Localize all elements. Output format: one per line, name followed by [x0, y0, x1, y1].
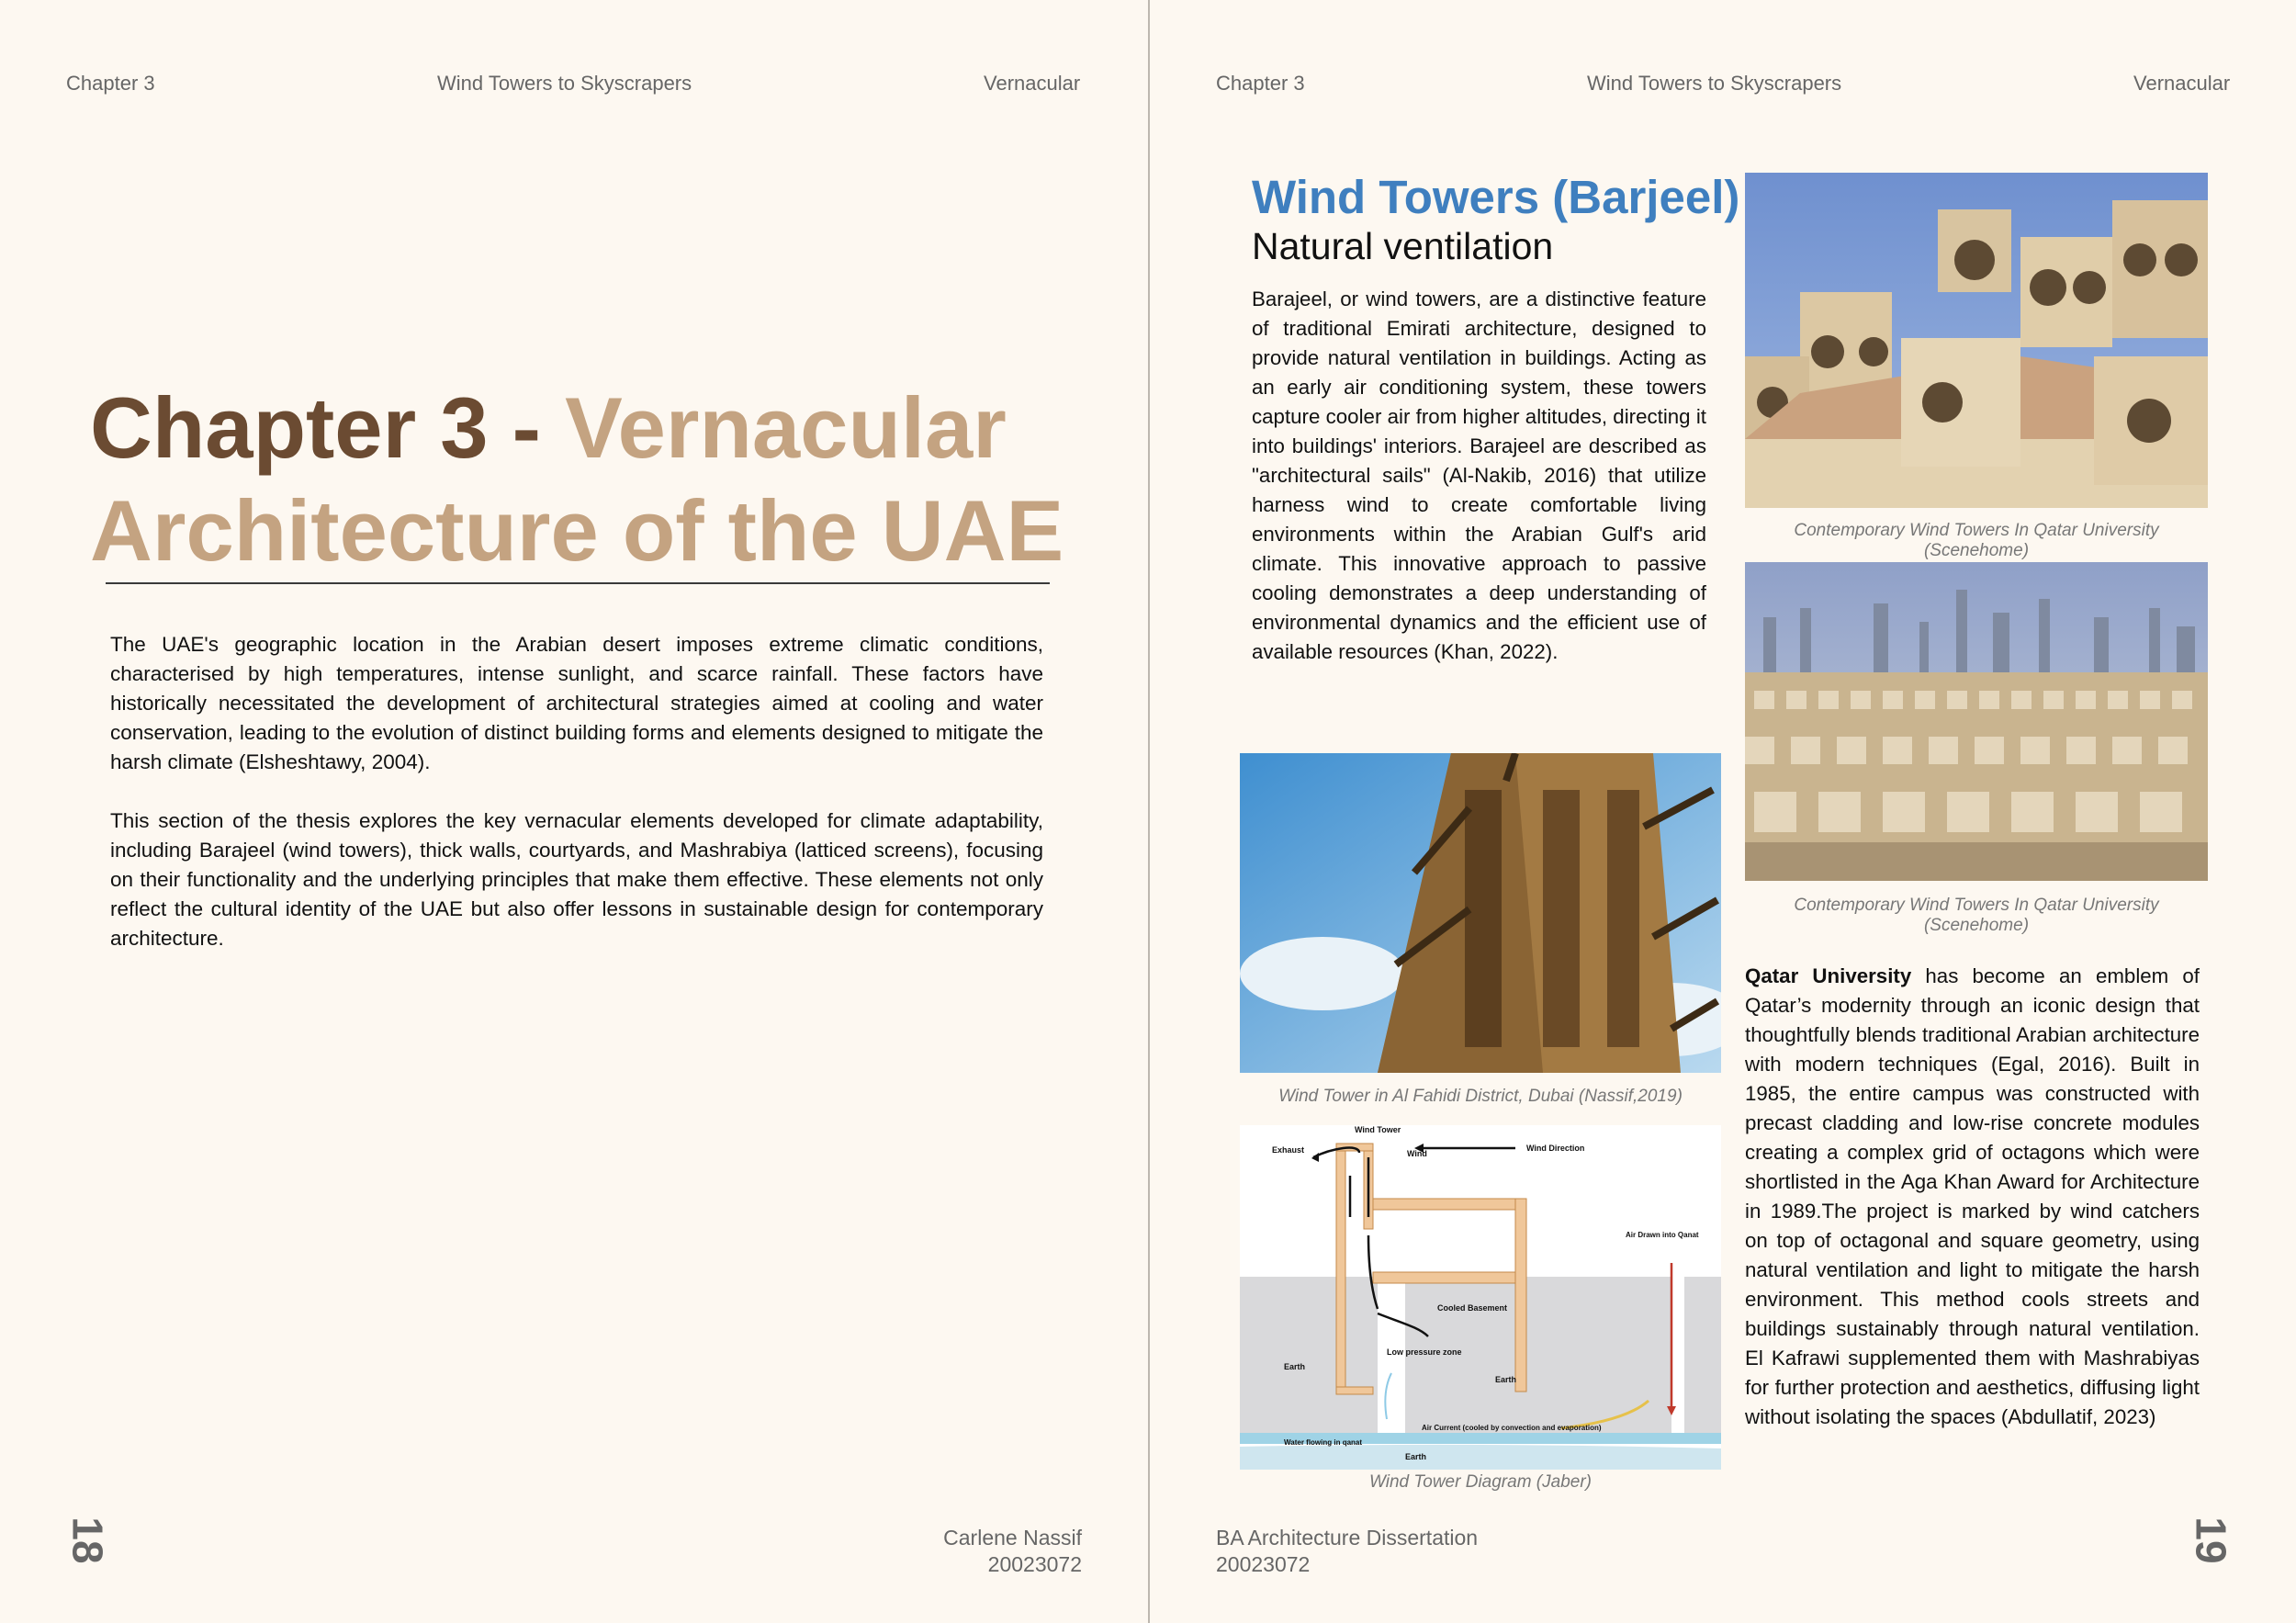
diagram-label-earth-bottom: Earth: [1405, 1452, 1427, 1461]
barajeel-paragraph: Barajeel, or wind towers, are a distinctive feature of traditional Emirati architecture, designed to provide natural ventilation in buildings. Acting as an early air conditioning system, these towers capture cooler air from higher altitudes, directing it into buildings' interiors. Barajeel are described as "architectural sails" (Al-Nakib, 2016) that utilize harness wind to create comfortable living environments within the Arabian Gulf's arid climate. This innovative approach to passive cooling demonstrates a deep understanding of environmental dynamics and the efficient use of available resources (Khan, 2022).: [1252, 287, 1706, 663]
caption-diagram: Wind Tower Diagram (Jaber): [1369, 1472, 1592, 1492]
footer-student-id-left: 20023072: [987, 1552, 1082, 1576]
diagram-label-air-current: Air Current (cooled by convection and evaporation): [1422, 1424, 1602, 1432]
footer-dissertation-title: BA Architecture Dissertation: [1216, 1526, 1479, 1550]
header-chapter-right: Chapter 3: [1216, 72, 1305, 95]
qatar-university-paragraph: [1745, 962, 2200, 1432]
intro-paragraph-2: This section of the thesis explores the key vernacular elements developed for climate adaptability, including Barajeel (wind towers), thick walls, courtyards, and Mashrabiya (latticed screens), focusing on their functionality and the underlying principles that make them effective. These elements not only reflect the cultural identity of the UAE but also offer lessons in sustainable design for contemporary architecture.: [110, 809, 1043, 950]
header-chapter-left: Chapter 3: [66, 72, 155, 95]
section-title: Wind Towers (Barjeel): [1252, 171, 1740, 223]
photo-qatar-towers-closeup: [1745, 173, 2208, 508]
diagram-label-earth-left: Earth: [1284, 1362, 1306, 1371]
footer-right: [1216, 1525, 1478, 1578]
diagram-label-air-drawn: Air Drawn into Qanat: [1626, 1231, 1699, 1239]
page-spine-divider: [1148, 0, 1150, 1623]
intro-paragraph-1: The UAE's geographic location in the Arabian desert imposes extreme climatic conditions, characterised by high temperatures, intense sunlight, and scarce rainfall. These factors have historically necessitated the development of architectural strategies aimed at cooling and water conservation, leading to the evolution of distinct building forms and elements designed to mitigate the harsh climate (Elsheshtawy, 2004).: [110, 633, 1043, 773]
footer-left: [943, 1525, 1082, 1578]
section-subtitle: Natural ventilation: [1252, 225, 1554, 267]
header-section-left: Vernacular: [984, 72, 1081, 95]
qatar-university-bold: Qatar University: [1745, 964, 1912, 987]
caption-photo-3: Wind Tower in Al Fahidi District, Dubai (Nassif,2019): [1278, 1087, 1683, 1106]
chapter-title-light-1: Vernacular: [565, 379, 1007, 476]
wind-tower-diagram-graphic: [1240, 1125, 1721, 1470]
diagram-label-exhaust: Exhaust: [1272, 1145, 1305, 1155]
caption-photo-2: Contemporary Wind Towers In Qatar University (Scenehome): [1794, 896, 2159, 935]
header-section-right: Vernacular: [2133, 72, 2231, 95]
footer-author: Carlene Nassif: [943, 1526, 1082, 1550]
diagram-label-wind-direction: Wind Direction: [1526, 1144, 1585, 1153]
page-number-left: 18: [63, 1516, 112, 1564]
chapter-title: [90, 377, 1064, 582]
diagram-label-cooled-basement: Cooled Basement: [1437, 1303, 1508, 1313]
diagram-label-wind-tower: Wind Tower: [1355, 1125, 1401, 1134]
chapter-title-dark: Chapter 3 -: [90, 379, 566, 476]
wind-tower-diagram: [1240, 1125, 1721, 1470]
caption-photo-1: Contemporary Wind Towers In Qatar University (Scenehome): [1794, 521, 2159, 560]
photo-qatar-campus-skyline: [1745, 562, 2208, 881]
footer-student-id-right: 20023072: [1216, 1552, 1311, 1576]
qatar-university-text: has become an emblem of Qatar’s modernity through an iconic design that thoughtfully blends traditional Arabian architecture with modern techniques (Egal, 2016). Built in 1985, the entire campus was constructed with precast cladding and low-rise concrete modules creating a complex grid of octagons which were shortlisted in the Aga Khan Award for Architecture in 1989.The project is marked by wind catchers on top of octagonal and square geometry, using natural ventilation and light to mitigate the harsh environment. This method cools streets and buildings sustainably through natural ventilation. El Kafrawi supplemented them with Mashrabiyas for further protection and aesthetics, diffusing light without isolating the spaces (Abdullatif, 2023): [1745, 964, 2200, 1428]
diagram-label-wind: Wind: [1407, 1149, 1427, 1158]
diagram-label-water-flowing: Water flowing in qanat: [1284, 1438, 1363, 1447]
diagram-label-earth-mid: Earth: [1495, 1375, 1517, 1384]
header-title-left: Wind Towers to Skyscrapers: [437, 72, 692, 95]
header-title-right: Wind Towers to Skyscrapers: [1587, 72, 1842, 95]
chapter-title-light-2: Architecture of the UAE: [90, 482, 1064, 579]
diagram-label-low-pressure: Low pressure zone: [1387, 1347, 1462, 1357]
photo-al-fahidi-wind-tower: [1240, 753, 1721, 1073]
title-underline: [106, 582, 1050, 584]
page-number-right: 19: [2187, 1516, 2235, 1564]
